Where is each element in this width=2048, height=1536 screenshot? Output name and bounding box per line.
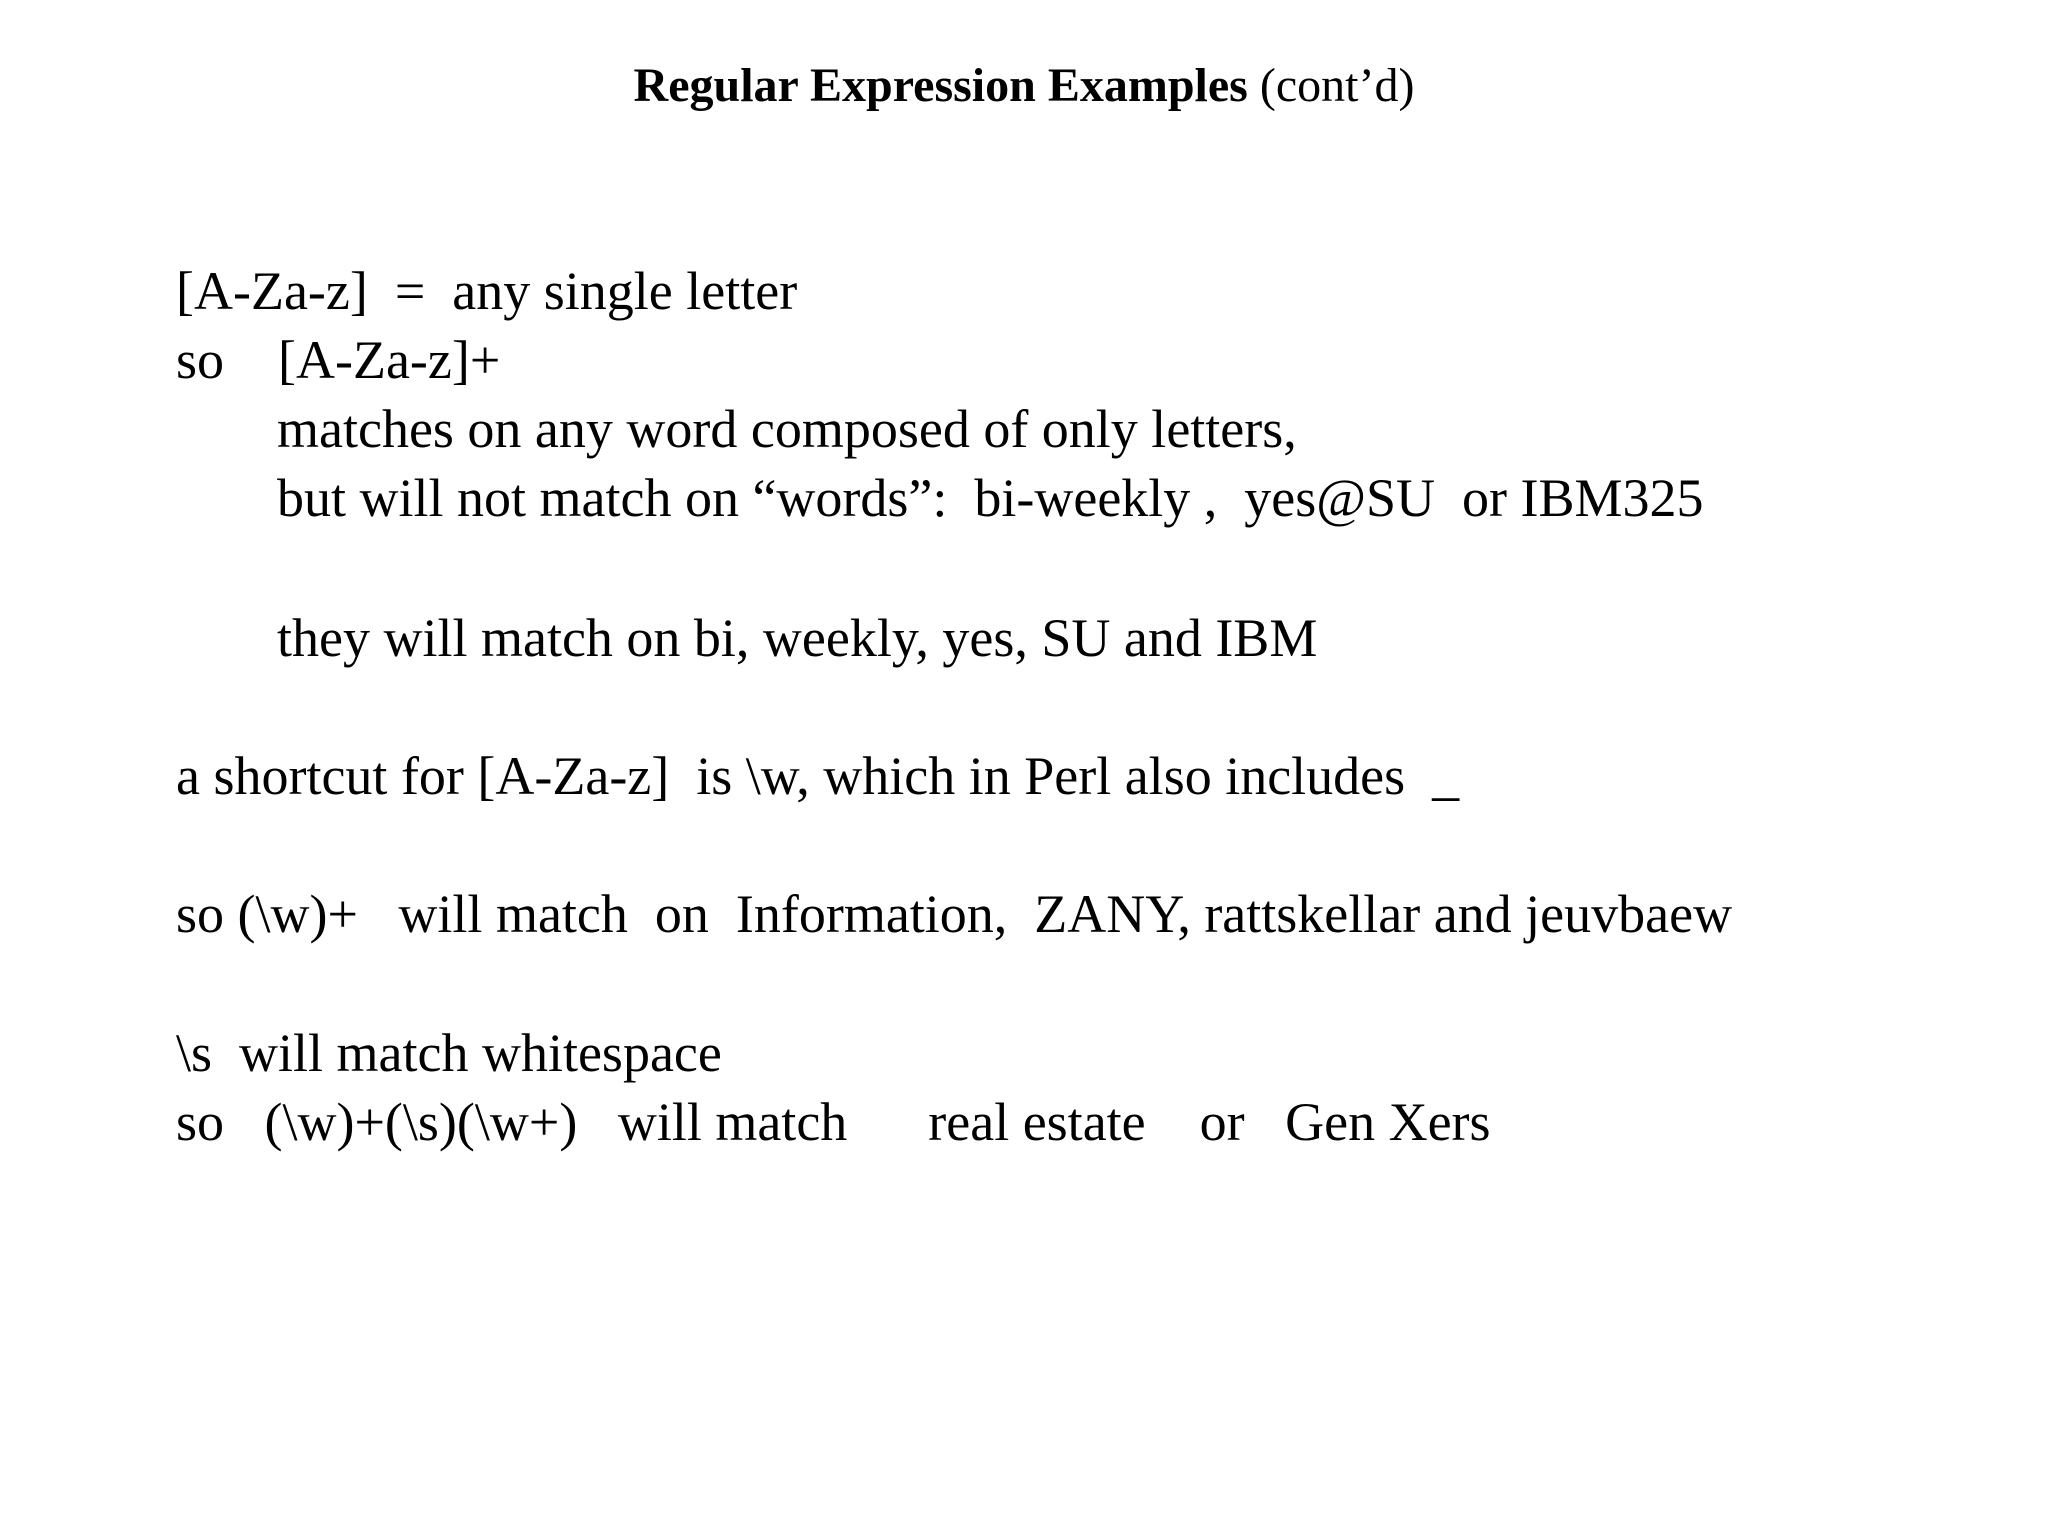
slide-title-bold: Regular Expression Examples [633,59,1248,112]
text-line-not-match: but will not match on “words”: bi-weekly , yes@SU or IBM325 [277,468,1704,528]
slide-title-suffix: (cont’d) [1247,59,1415,112]
text-line-whitespace: \s will match whitespace [176,1023,722,1083]
text-line-two-words: so (\w)+(\s)(\w+) will match real estate or Gen Xers [176,1092,1491,1152]
text-line-will-match: they will match on bi, weekly, yes, SU and IBM [277,608,1318,668]
slide-title [0,56,2048,116]
text-line-matches-words: matches on any word composed of only letters, [277,399,1297,459]
text-line-letter-class: [A-Za-z] = any single letter [176,261,798,321]
text-line-letter-plus: so [A-Za-z]+ [176,330,501,390]
text-line-shortcut: a shortcut for [A-Za-z] is \w, which in Perl also includes _ [176,746,1460,806]
text-line-word-plus: so (\w)+ will match on Information, ZANY, rattskellar and jeuvbaew [176,884,1733,944]
